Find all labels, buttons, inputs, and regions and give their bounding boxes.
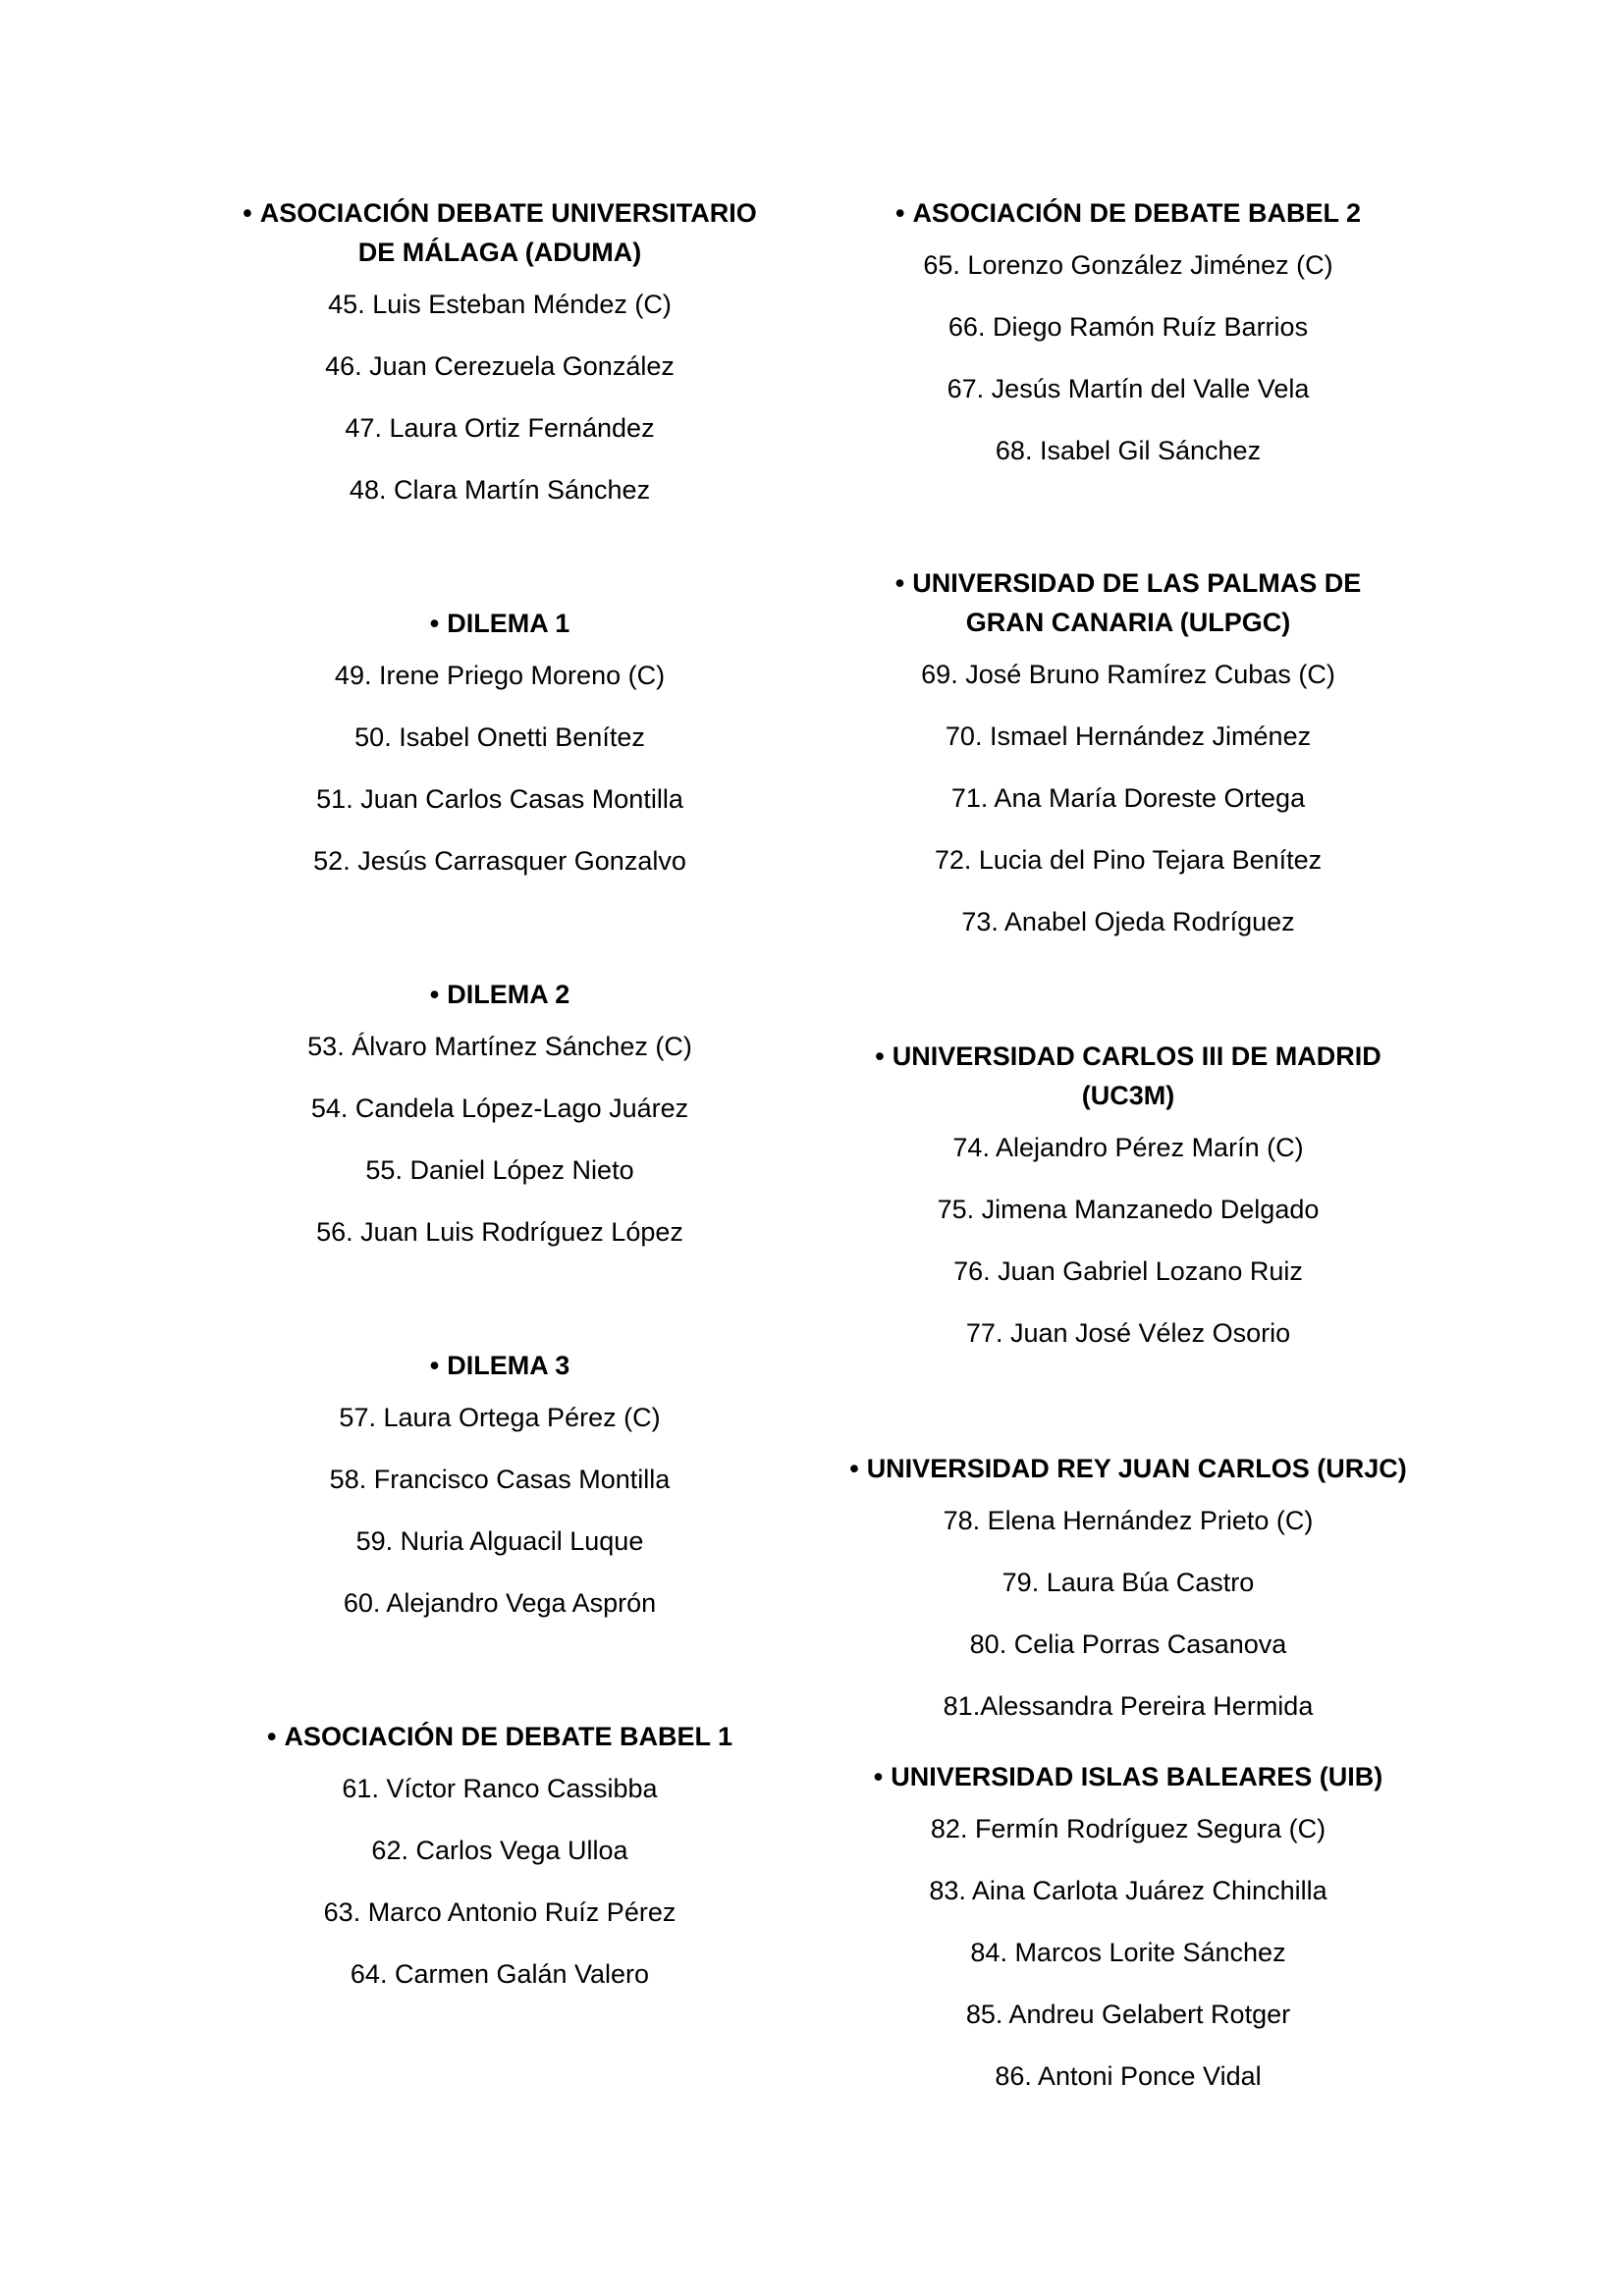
team-member: 49. Irene Priego Moreno (C) [334, 661, 666, 690]
team-heading: • ASOCIACIÓN DE DEBATE BABEL 2 [814, 193, 1442, 233]
bullet-icon: • [849, 1454, 859, 1483]
bullet-icon: • [266, 1722, 277, 1751]
bullet-icon: • [429, 980, 440, 1009]
team-member: 80. Celia Porras Casanova [969, 1629, 1287, 1659]
team-member: 60. Alejandro Vega Asprón [343, 1588, 657, 1618]
team-section-aduma [225, 193, 775, 521]
team-member: 74. Alejandro Pérez Marín (C) [952, 1133, 1304, 1162]
team-member: 79. Laura Búa Castro [1001, 1568, 1255, 1597]
team-members [186, 1758, 814, 2005]
team-heading: • DILEMA 1 [186, 604, 814, 643]
team-members [873, 1117, 1383, 1364]
team-members [186, 1016, 814, 1263]
team-members [186, 645, 814, 892]
team-heading: • ASOCIACIÓN DEBATE UNIVERSITARIO DE MÁLAGA (ADUMA) [225, 193, 775, 272]
team-member: 86. Antoni Ponce Vidal [995, 2061, 1262, 2091]
team-member: 58. Francisco Casas Montilla [329, 1465, 671, 1494]
team-section-babel-2 [814, 193, 1442, 482]
team-member: 65. Lorenzo González Jiménez (C) [923, 250, 1333, 280]
team-heading: • UNIVERSIDAD ISLAS BALEARES (UIB) [814, 1757, 1442, 1796]
bullet-icon: • [875, 1041, 885, 1071]
team-section-uc3m [873, 1037, 1383, 1364]
team-member: 68. Isabel Gil Sánchez [995, 436, 1262, 465]
team-member: 46. Juan Cerezuela González [325, 351, 675, 381]
team-member: 77. Juan José Vélez Osorio [965, 1318, 1291, 1348]
team-member: 81.Alessandra Pereira Hermida [943, 1691, 1314, 1721]
team-member: 52. Jesús Carrasquer Gonzalvo [313, 846, 686, 876]
team-members [186, 1387, 814, 1634]
team-member: 55. Daniel López Nieto [365, 1155, 634, 1185]
team-heading: • DILEMA 2 [186, 975, 814, 1014]
team-section-uib [814, 1757, 1442, 2108]
team-members [863, 644, 1393, 953]
team-member: 50. Isabel Onetti Benítez [354, 722, 645, 752]
team-member: 70. Ismael Hernández Jiménez [945, 721, 1312, 751]
team-member: 54. Candela López-Lago Juárez [310, 1094, 689, 1123]
team-member: 48. Clara Martín Sánchez [349, 475, 651, 505]
team-heading: • UNIVERSIDAD CARLOS III DE MADRID (UC3M) [873, 1037, 1383, 1115]
team-section-urjc [814, 1449, 1442, 1737]
team-member: 76. Juan Gabriel Lozano Ruiz [953, 1256, 1303, 1286]
bullet-icon: • [429, 1351, 440, 1380]
team-heading: • UNIVERSIDAD DE LAS PALMAS DE GRAN CANARIA (ULPGC) [863, 563, 1393, 642]
bullet-icon: • [429, 609, 440, 638]
team-member: 85. Andreu Gelabert Rotger [965, 2000, 1291, 2029]
team-members [814, 1798, 1442, 2108]
team-member: 75. Jimena Manzanedo Delgado [937, 1195, 1320, 1224]
bullet-icon: • [873, 1762, 884, 1791]
team-member: 45. Luis Esteban Méndez (C) [328, 290, 672, 319]
team-member: 71. Ana María Doreste Ortega [950, 783, 1306, 813]
team-member: 51. Juan Carlos Casas Montilla [316, 784, 683, 814]
team-section-dilema-3 [186, 1346, 814, 1634]
team-member: 57. Laura Ortega Pérez (C) [339, 1403, 661, 1432]
team-member: 63. Marco Antonio Ruíz Pérez [323, 1897, 677, 1927]
team-members [225, 274, 775, 521]
team-section-ulpgc [863, 563, 1393, 953]
team-members [814, 235, 1442, 482]
team-section-babel-1 [186, 1717, 814, 2005]
bullet-icon: • [243, 198, 252, 228]
team-member: 82. Fermín Rodríguez Segura (C) [930, 1814, 1326, 1843]
team-member: 59. Nuria Alguacil Luque [355, 1526, 644, 1556]
team-member: 47. Laura Ortiz Fernández [345, 413, 655, 443]
team-section-dilema-1 [186, 604, 814, 892]
team-member: 62. Carlos Vega Ulloa [371, 1836, 628, 1865]
team-member: 53. Álvaro Martínez Sánchez (C) [307, 1032, 692, 1061]
team-members [814, 1490, 1442, 1737]
team-member: 78. Elena Hernández Prieto (C) [943, 1506, 1314, 1535]
team-member: 69. José Bruno Ramírez Cubas (C) [921, 660, 1335, 689]
team-heading: • DILEMA 3 [186, 1346, 814, 1385]
team-member: 72. Lucia del Pino Tejara Benítez [934, 845, 1323, 875]
bullet-icon: • [894, 568, 905, 598]
team-member: 83. Aina Carlota Juárez Chinchilla [929, 1876, 1327, 1905]
bullet-icon: • [894, 198, 905, 228]
team-member: 64. Carmen Galán Valero [350, 1959, 650, 1989]
team-heading: • ASOCIACIÓN DE DEBATE BABEL 1 [186, 1717, 814, 1756]
team-member: 67. Jesús Martín del Valle Vela [947, 374, 1310, 403]
team-member: 73. Anabel Ojeda Rodríguez [961, 907, 1295, 936]
team-member: 66. Diego Ramón Ruíz Barrios [947, 312, 1309, 342]
team-member: 61. Víctor Ranco Cassibba [342, 1774, 658, 1803]
team-member: 84. Marcos Lorite Sánchez [970, 1938, 1286, 1967]
team-section-dilema-2 [186, 975, 814, 1263]
team-heading: • UNIVERSIDAD REY JUAN CARLOS (URJC) [814, 1449, 1442, 1488]
team-member: 56. Juan Luis Rodríguez López [316, 1217, 683, 1247]
